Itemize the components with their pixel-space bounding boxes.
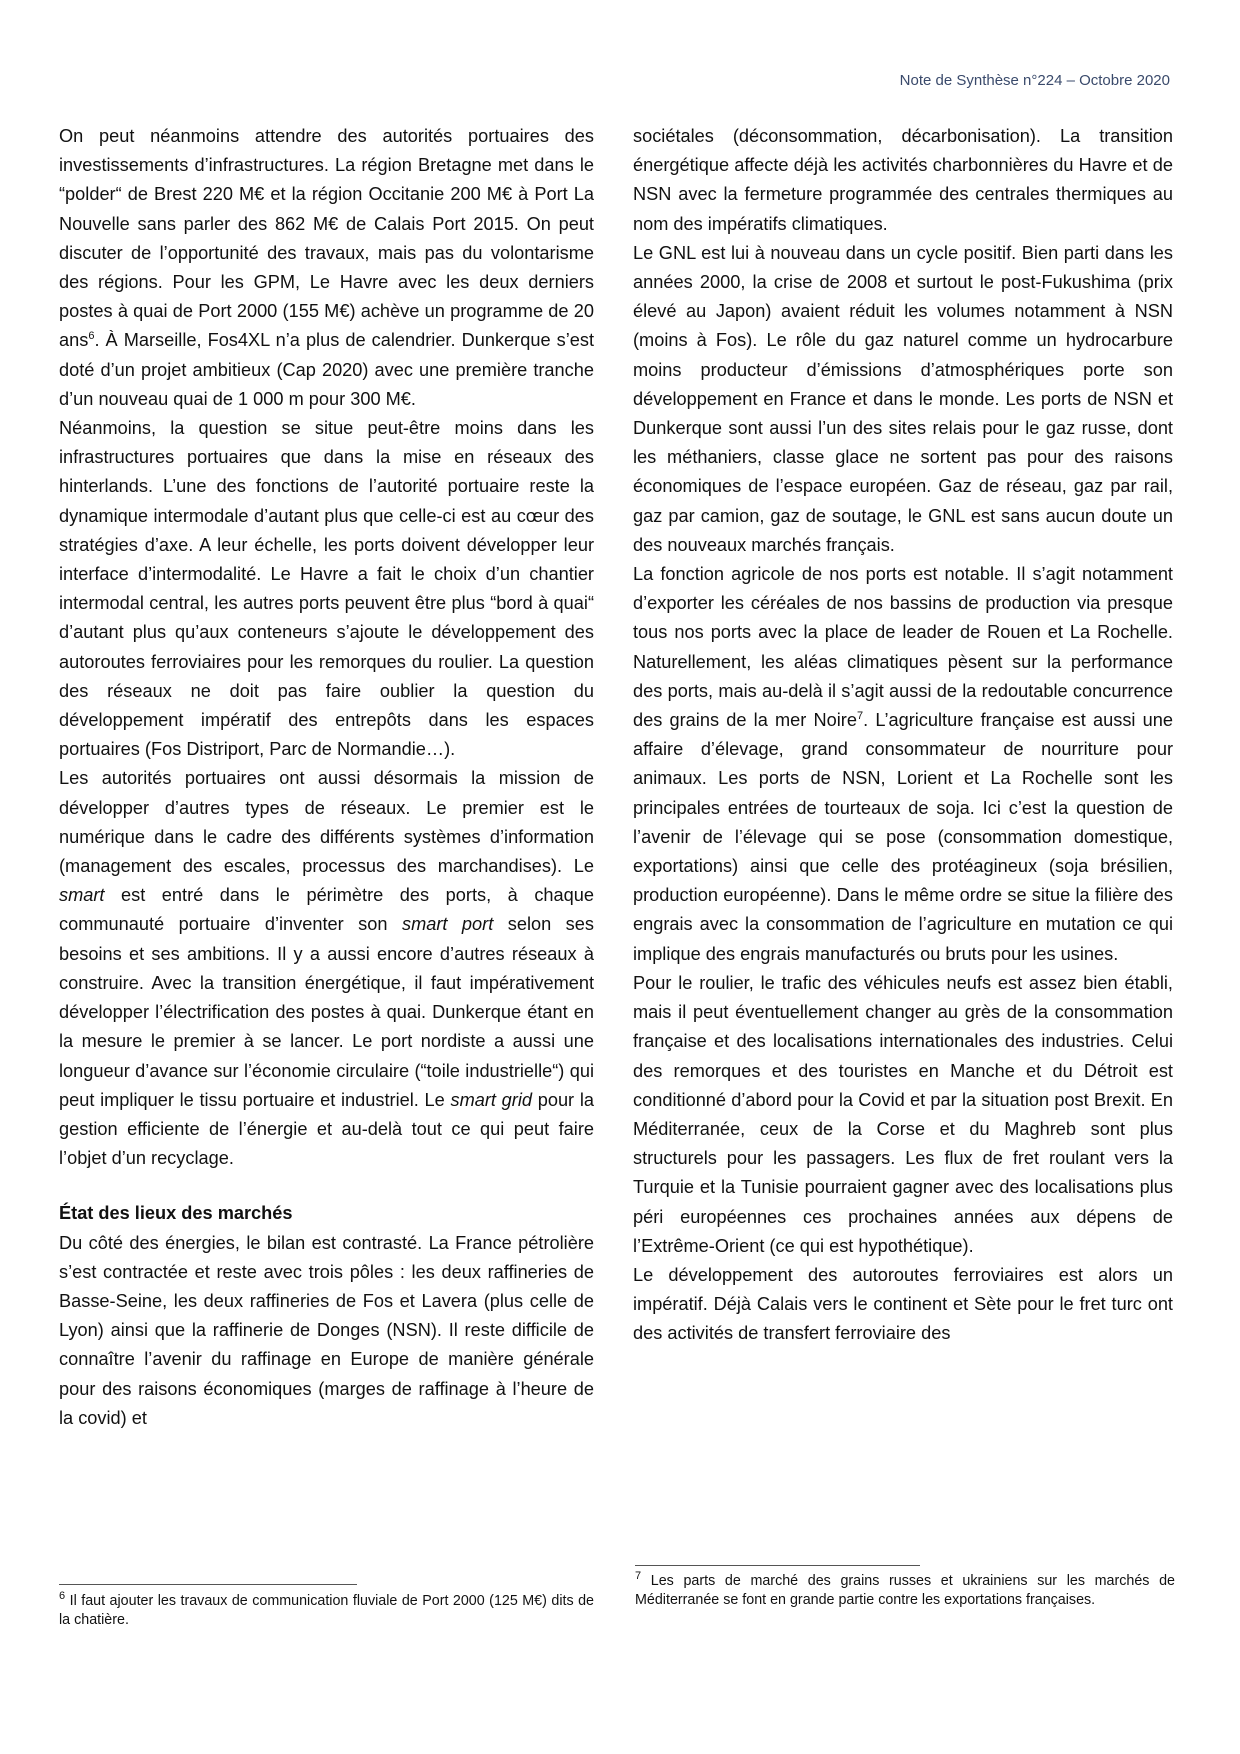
italic-term: smart grid (450, 1089, 532, 1110)
paragraph: sociétales (déconsommation, décarbonisation). La transition énergétique affecte déjà les activités charbonnières du Havre et de NSN avec la fermeture programmée des centrales thermiques au nom des impératifs climatiques. (633, 126, 1173, 234)
left-column (59, 122, 594, 1433)
footnote-7 (635, 1572, 1175, 1610)
paragraph: Le GNL est lui à nouveau dans un cycle positif. Bien parti dans les années 2000, la crise de 2008 et surtout le post-Fukushima (prix élevé au Japon) avaient réduit les volumes notamment à NSN (moins à Fos). Le rôle du gaz naturel comme un hydrocarbure moins producteur d’émissions d’atmosphériques porte son développement en France et dans le monde. Les ports de NSN et Dunkerque sont aussi l’un des sites relais pour le gaz russe, dont les méthaniers, classe glace ne sortent pas pour des raisons économiques de l’espace européen. Gaz de réseau, gaz par rail, gaz par camion, gaz de soutage, le GNL est sans aucun doute un des nouveaux marchés français. (633, 242, 1173, 555)
footnote-text: Il faut ajouter les travaux de communication fluviale de Port 2000 (125 M€) dits de la chatière. (59, 1593, 594, 1628)
text: Les autorités portuaires ont aussi désormais la mission de développer d’autres types de réseaux. Le premier est le numérique dans le cadre des différents systèmes d’information (management des escales, processus des marchandises). Le (59, 768, 594, 877)
text: La fonction agricole de nos ports est notable. Il s’agit notamment d’exporter les céréales de nos bassins de production via presque tous nos ports avec la place de leader de Rouen et La Rochelle. Naturellement, les aléas climatiques pèsent sur la performance des ports, mais au-delà il s’agit aussi de la redoutable concurrence des grains de la mer Noire (633, 564, 1173, 731)
footnote-divider (635, 1565, 920, 1566)
paragraph (633, 560, 1173, 969)
right-column (633, 122, 1173, 1349)
paragraph: Néanmoins, la question se situe peut-être moins dans les infrastructures portuaires que dans la mise en réseaux des hinterlands. L’une des fonctions de l’autorité portuaire reste la dynamique intermodale d’autant plus que celle-ci est au cœur des stratégies d’axe. A leur échelle, les ports doivent développer leur interface d’intermodalité. Le Havre a fait le choix d’un chantier intermodal central, les autres ports peuvent être plus “bord à quai“ d’autant plus qu’aux conteneurs s’ajoute le développement des autoroutes ferroviaires pour les remorques du roulier. La question des réseaux ne doit pas faire oublier la question du développement impératif des entrepôts dans les espaces portuaires (Fos Distriport, Parc de Normandie…). (59, 418, 594, 760)
footnote-ref-7[interactable]: 7 (856, 710, 864, 722)
text: pour la gestion efficiente de l’énergie et au-delà tout ce qui peut faire l’objet d’un recyclage. (59, 1089, 594, 1169)
text: est entré dans le périmètre des ports, à chaque communauté portuaire d’inventer son (59, 885, 594, 935)
text: selon ses besoins et ses ambitions. Il y a aussi encore d’autres réseaux à construire. Avec la transition énergétique, il faut impérativement développer l’électrification des postes à quai. Dunkerque étant en la mesure le premier à se lancer. Le port nordiste a aussi une longueur d’avance sur l’économie circulaire (“toile industrielle“) qui peut impliquer le tissu portuaire et industriel. Le (59, 914, 594, 1110)
text: . L’agriculture française est aussi une affaire d’élevage, grand consommateur de nourriture pour animaux. Les ports de NSN, Lorient et La Rochelle sont les principales entrées de tourteaux de soja. Ici c’est la question de l’avenir de l’élevage qui se pose (consommation domestique, exportations) ainsi que celle des protéagineux (soja brésilien, production européenne). Dans le même ordre se situe la filière des engrais avec la consommation de l’agriculture en mutation ce qui implique des engrais manufacturés ou bruts pour les usines. (633, 710, 1174, 964)
section-heading: État des lieux des marchés (59, 1203, 293, 1224)
footnote-ref-6[interactable]: 6 (88, 330, 95, 343)
paragraph: Pour le roulier, le trafic des véhicules neufs est assez bien établi, mais il peut éventuellement changer au grès de la consommation française et des localisations internationales des industries. Celui des remorques et des touristes en Manche et du Détroit est conditionné d’abord pour la Covid et par la situation post Brexit. En Méditerranée, ceux de la Corse et du Maghreb sont plus structurels pour les passagers. Les flux de fret roulant vers la Turquie et la Tunisie pourraient gagner avec des localisations plus péri européennes ces prochaines années aux dépens de l’Extrême-Orient (ce qui est hypothétique). (633, 972, 1173, 1256)
paragraph (59, 122, 594, 414)
footnote-number: 6 (59, 1590, 66, 1603)
paragraph: Le développement des autoroutes ferroviaires est alors un impératif. Déjà Calais vers le continent et Sète pour le fret turc ont des activités de transfert ferroviaire des (633, 1264, 1173, 1344)
page-header: Note de Synthèse n°224 – Octobre 2020 (899, 72, 1170, 89)
footnote-text: Les parts de marché des grains russes et ukrainiens sur les marchés de Méditerranée se font en grande partie contre les exportations françaises. (635, 1573, 1175, 1608)
footnote-6 (59, 1592, 594, 1630)
paragraph (59, 764, 594, 1173)
italic-term: smart port (401, 914, 494, 935)
footnote-divider (59, 1584, 357, 1585)
text: . À Marseille, Fos4XL n’a plus de calendrier. Dunkerque s’est doté d’un projet ambitieux (Cap 2020) avec une première tranche d’un nouveau quai de 1 000 m pour 300 M€. (59, 330, 594, 409)
text: On peut néanmoins attendre des autorités portuaires des investissements d’infrastructures. La région Bretagne met dans le “polder“ de Brest 220 M€ et la région Occitanie 200 M€ à Port La Nouvelle sans parler des 862 M€ de Calais Port 2015. On peut discuter de l’opportunité des travaux, mais pas du volontarisme des régions. Pour les GPM, Le Havre avec les deux derniers postes à quai de Port 2000 (155 M€) achève un programme de 20 ans (59, 126, 594, 351)
footnote-number: 7 (635, 1570, 642, 1583)
italic-term: smart (59, 885, 105, 906)
paragraph: Du côté des énergies, le bilan est contrasté. La France pétrolière s’est contractée et reste avec trois pôles : les deux raffineries de Basse-Seine, les deux raffineries de Fos et Lavera (plus celle de Lyon) ainsi que la raffinerie de Donges (NSN). Il reste difficile de connaître l’avenir du raffinage en Europe de manière générale pour des raisons économiques (marges de raffinage à l’heure de la covid) et (59, 1232, 594, 1428)
